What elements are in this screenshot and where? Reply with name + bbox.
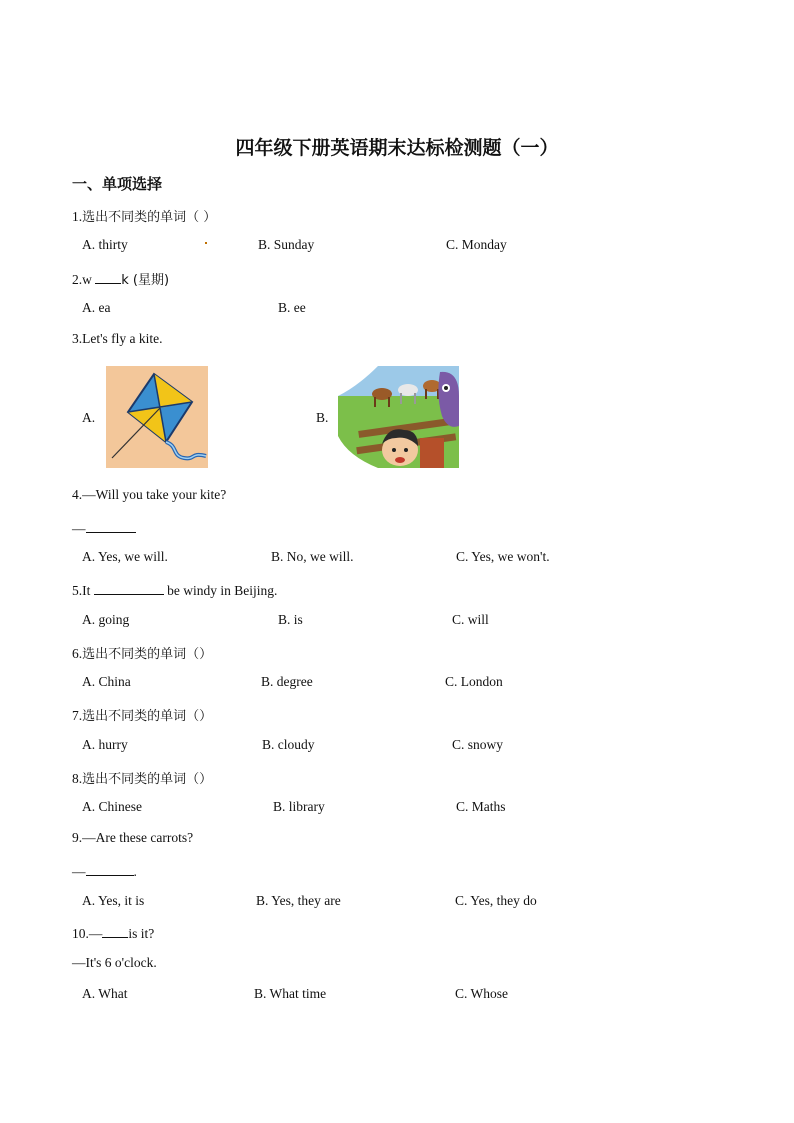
question-number: 5. xyxy=(72,583,83,598)
dash: — xyxy=(72,864,86,879)
dash: — xyxy=(72,521,86,536)
answer-blank xyxy=(102,924,128,938)
q8-option-c: C. Maths xyxy=(456,799,506,814)
question-2 xyxy=(72,269,169,288)
q8-option-a: A. Chinese xyxy=(82,799,142,814)
q7-option-c: C. snowy xyxy=(452,737,504,752)
q3-option-b: B. xyxy=(316,410,329,425)
q1-option-a: A. thirty xyxy=(82,237,128,252)
q5-option-b: B. is xyxy=(278,612,303,627)
question-4 xyxy=(72,487,226,503)
question-4-answer-line xyxy=(72,519,136,537)
question-number: 9. xyxy=(72,830,83,845)
question-number: 4. xyxy=(72,487,83,502)
q9-option-c: C. Yes, they do xyxy=(455,893,537,908)
question-text: 选出不同类的单词（ ） xyxy=(82,210,217,225)
question-text: 选出不同类的单词（） xyxy=(82,647,213,662)
answer-blank xyxy=(94,581,164,595)
question-text-post: k (星期) xyxy=(121,273,170,288)
q8-option-b: B. library xyxy=(273,799,325,814)
question-5 xyxy=(72,581,277,599)
q10-option-a: A. What xyxy=(82,986,128,1001)
q9-option-b: B. Yes, they are xyxy=(256,893,341,908)
stray-dot xyxy=(205,242,207,244)
farm-cartoon-image xyxy=(338,366,459,468)
page-title: 四年级下册英语期末达标检测题（一） xyxy=(235,137,559,159)
question-number: 10. xyxy=(72,926,89,941)
question-number: 7. xyxy=(72,708,83,723)
question-text-pre: It xyxy=(82,583,91,598)
section-heading: 一、单项选择 xyxy=(72,175,163,193)
q7-option-a: A. hurry xyxy=(82,737,128,752)
question-text: 选出不同类的单词（） xyxy=(82,772,213,787)
q9-option-a: A. Yes, it is xyxy=(82,893,145,908)
question-7 xyxy=(72,705,212,724)
question-10 xyxy=(72,924,154,942)
q4-option-c: C. Yes, we won't. xyxy=(456,549,550,564)
question-text-pre: w xyxy=(82,272,92,287)
question-1 xyxy=(72,206,216,225)
q6-option-c: C. London xyxy=(445,674,503,689)
q10-option-c: C. Whose xyxy=(455,986,508,1001)
q5-option-a: A. going xyxy=(82,612,130,627)
question-text: —Are these carrots? xyxy=(82,830,194,845)
answer-blank xyxy=(95,270,121,284)
question-number: 1. xyxy=(72,209,83,224)
q10-option-b: B. What time xyxy=(254,986,327,1001)
question-text-post: be windy in Beijing. xyxy=(167,583,278,598)
q3-option-a: A. xyxy=(82,410,96,425)
question-8 xyxy=(72,768,212,787)
question-text: Let's fly a kite. xyxy=(82,331,163,346)
question-9 xyxy=(72,830,193,846)
q2-option-a: A. ea xyxy=(82,300,111,315)
q6-option-b: B. degree xyxy=(261,674,313,689)
q1-option-c: C. Monday xyxy=(446,237,507,252)
q6-option-a: A. China xyxy=(82,674,131,689)
q4-option-b: B. No, we will. xyxy=(271,549,354,564)
q7-option-b: B. cloudy xyxy=(262,737,315,752)
answer-blank xyxy=(86,519,136,533)
q1-option-b: B. Sunday xyxy=(258,237,315,252)
question-9-answer-line xyxy=(72,862,137,880)
q4-option-a: A. Yes, we will. xyxy=(82,549,168,564)
question-number: 3. xyxy=(72,331,83,346)
period: . xyxy=(133,864,137,879)
question-6 xyxy=(72,643,212,662)
question-text: —Will you take your kite? xyxy=(82,487,227,502)
question-text: 选出不同类的单词（） xyxy=(82,709,213,724)
question-text-pre: — xyxy=(88,926,103,941)
question-text-post: is it? xyxy=(128,926,155,941)
question-number: 2. xyxy=(72,272,83,287)
question-10-response: —It's 6 o'clock. xyxy=(72,955,157,970)
question-3 xyxy=(72,331,163,347)
question-number: 6. xyxy=(72,646,83,661)
answer-blank xyxy=(86,862,134,876)
question-number: 8. xyxy=(72,771,83,786)
q2-option-b: B. ee xyxy=(278,300,306,315)
kite-image xyxy=(106,366,208,468)
q5-option-c: C. will xyxy=(452,612,489,627)
